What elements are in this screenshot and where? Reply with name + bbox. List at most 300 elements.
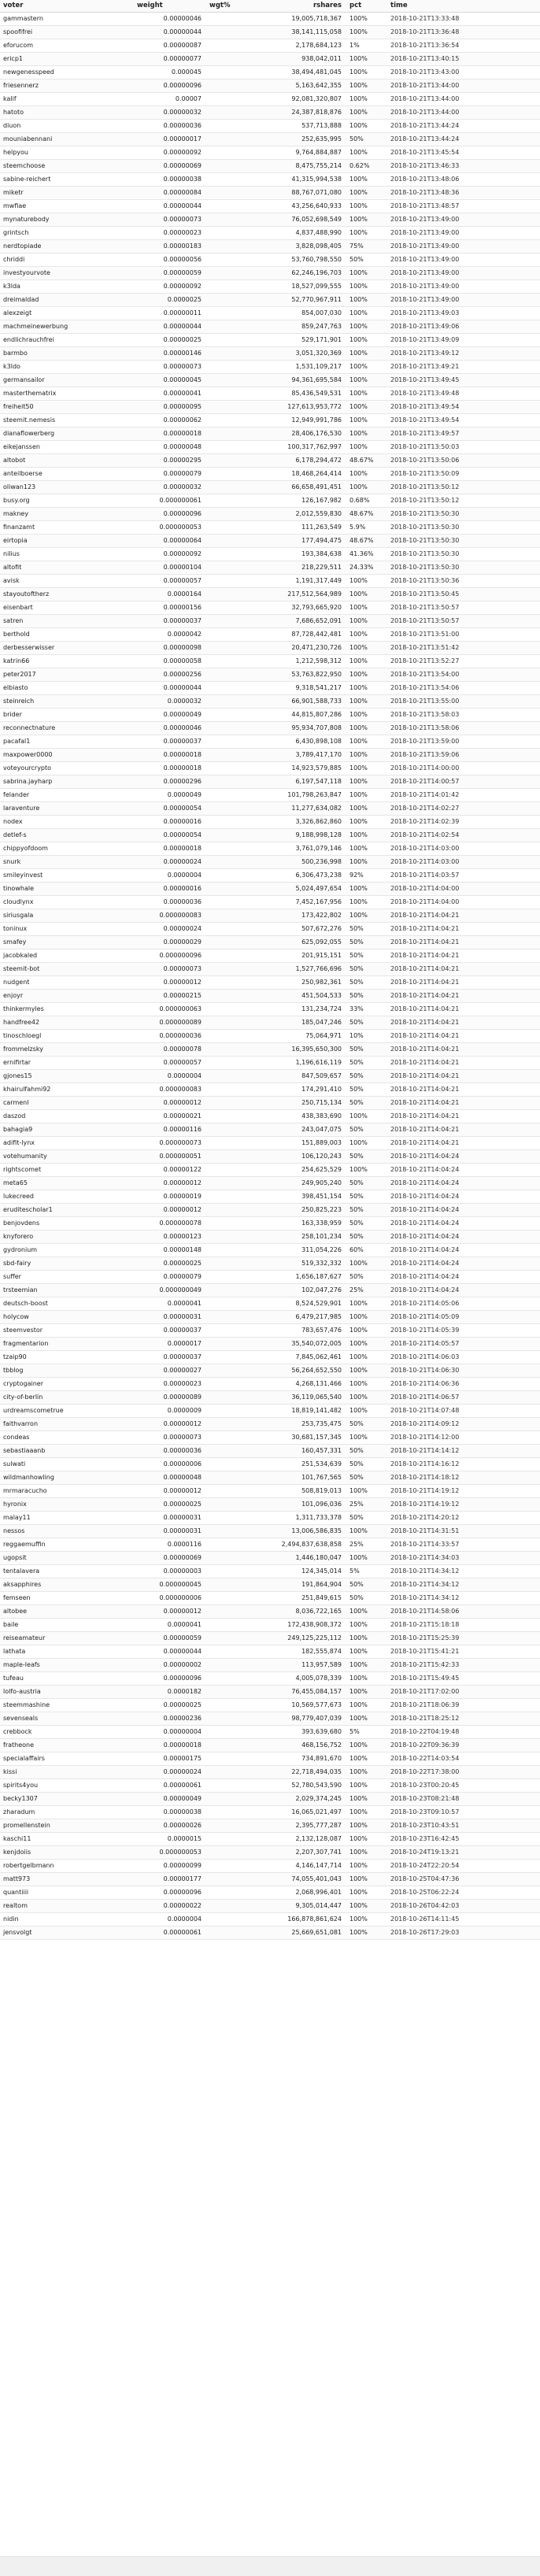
pct-cell: 50% (346, 1123, 387, 1137)
voter-cell[interactable]: knyforero (0, 1231, 134, 1244)
voter-cell[interactable]: adifit-lynx (0, 1137, 134, 1150)
voter-cell[interactable]: reggaemuffin (0, 1538, 134, 1552)
table-row (0, 789, 540, 802)
voter-cell[interactable]: steemit-bot (0, 963, 134, 976)
rshares-cell: 2,494,837,638,858 (252, 1538, 346, 1552)
voter-cell[interactable]: helpyou (0, 146, 134, 160)
pct-cell: 100% (346, 1645, 387, 1659)
voter-cell[interactable]: jensvolgt (0, 1926, 134, 1940)
table-row (0, 1364, 540, 1378)
voter-cell[interactable]: suffer (0, 1271, 134, 1284)
voter-cell[interactable]: matt973 (0, 1873, 134, 1886)
voter-cell[interactable]: stayoutoftherz (0, 588, 134, 601)
time-cell: 2018-10-21T14:12:00 (387, 1431, 540, 1445)
voter-cell[interactable]: investyourvote (0, 267, 134, 280)
voter-cell[interactable]: kenjdoiis (0, 1846, 134, 1860)
voter-cell[interactable]: katrin66 (0, 655, 134, 668)
voter-cell[interactable]: mrmaracucho (0, 1485, 134, 1498)
table-row (0, 1070, 540, 1083)
wgt-percent-cell (206, 1833, 252, 1846)
wgt-percent-cell (206, 615, 252, 628)
voter-cell[interactable]: hatoto (0, 106, 134, 120)
table-row (0, 735, 540, 749)
weight-cell: 0.0000025 (134, 294, 206, 307)
pct-cell: 50% (346, 1083, 387, 1097)
table-row (0, 307, 540, 320)
voter-cell[interactable]: becky1307 (0, 1793, 134, 1806)
pct-cell: 50% (346, 1471, 387, 1485)
voter-cell[interactable]: freiheit50 (0, 401, 134, 414)
voter-cell[interactable]: promellenstein (0, 1819, 134, 1833)
voter-cell[interactable]: specialaffairs (0, 1752, 134, 1766)
voter-cell[interactable]: detlef-s (0, 829, 134, 842)
voter-cell[interactable]: miketr (0, 187, 134, 200)
time-cell: 2018-10-21T13:46:33 (387, 160, 540, 173)
wgt-percent-cell (206, 869, 252, 883)
weight-cell: 0.00000036 (134, 120, 206, 133)
rshares-cell: 508,819,013 (252, 1485, 346, 1498)
table-row (0, 1177, 540, 1190)
rshares-cell: 734,891,670 (252, 1752, 346, 1766)
voter-cell[interactable]: cryptogainer (0, 1378, 134, 1391)
voter-cell[interactable]: carmenl (0, 1097, 134, 1110)
voter-cell[interactable]: spirits4you (0, 1779, 134, 1793)
wgt-percent-cell (206, 762, 252, 775)
rshares-cell: 1,656,187,627 (252, 1271, 346, 1284)
rshares-cell: 252,635,995 (252, 133, 346, 146)
voter-cell[interactable]: siriusgala (0, 909, 134, 923)
voter-cell[interactable]: lukecreed (0, 1190, 134, 1204)
pct-cell: 100% (346, 1619, 387, 1632)
pct-cell: 100% (346, 1137, 387, 1150)
voter-cell[interactable]: eruditescholar1 (0, 1204, 134, 1217)
pct-column-header[interactable]: pct (346, 0, 387, 13)
voter-cell[interactable]: felander (0, 789, 134, 802)
voter-cell[interactable]: chippyofdoom (0, 842, 134, 856)
voter-cell[interactable]: sulwati (0, 1458, 134, 1471)
weight-cell: 0.00000018 (134, 762, 206, 775)
voter-cell[interactable]: germansailor (0, 374, 134, 387)
voter-cell[interactable]: thinkermyles (0, 1003, 134, 1016)
voter-cell[interactable]: fratheone (0, 1739, 134, 1752)
weight-cell: 0.0000004 (134, 1913, 206, 1926)
pct-cell: 100% (346, 829, 387, 842)
voter-cell[interactable]: k3ldo (0, 361, 134, 374)
rshares-cell: 174,291,410 (252, 1083, 346, 1097)
time-cell: 2018-10-21T13:51:42 (387, 642, 540, 655)
rshares-cell: 53,760,798,550 (252, 254, 346, 267)
weight-cell: 0.00000012 (134, 1418, 206, 1431)
voter-cell[interactable]: eisenbart (0, 601, 134, 615)
weight-cell: 0.00000064 (134, 535, 206, 548)
voter-cell[interactable]: endlichrauchfrei (0, 334, 134, 347)
table-row (0, 1391, 540, 1405)
weight-cell: 0.00000073 (134, 963, 206, 976)
table-row (0, 1793, 540, 1806)
wgt-percent-cell (206, 1579, 252, 1592)
wgt-percent-cell (206, 896, 252, 909)
time-cell: 2018-10-21T14:04:21 (387, 1110, 540, 1123)
table-row (0, 1686, 540, 1699)
table-row (0, 213, 540, 227)
voter-cell[interactable]: steemmashine (0, 1699, 134, 1712)
voter-cell[interactable]: nessos (0, 1525, 134, 1538)
rshares-column-header[interactable]: rshares (252, 0, 346, 13)
time-column-header[interactable]: time (387, 0, 540, 13)
wgt-percent-cell (206, 1900, 252, 1913)
rshares-cell: 74,055,401,043 (252, 1873, 346, 1886)
voter-cell[interactable]: holycow (0, 1311, 134, 1324)
voter-cell[interactable]: enjoyr (0, 990, 134, 1003)
voter-cell[interactable]: tentalavera (0, 1565, 134, 1579)
voter-cell[interactable]: faithvarron (0, 1418, 134, 1431)
pct-cell: 100% (346, 468, 387, 481)
voter-cell[interactable]: benjovdens (0, 1217, 134, 1231)
voter-cell[interactable]: deutsch-boost (0, 1297, 134, 1311)
voter-cell[interactable]: gammastern (0, 13, 134, 26)
pct-cell: 100% (346, 1378, 387, 1391)
table-row (0, 120, 540, 133)
pct-cell: 100% (346, 668, 387, 682)
rshares-cell: 7,452,167,956 (252, 896, 346, 909)
wgt-percent-cell (206, 1217, 252, 1231)
voter-cell[interactable]: reconnectnature (0, 722, 134, 735)
voter-cell[interactable]: trsteemian (0, 1284, 134, 1297)
voter-cell[interactable]: sabine-reichert (0, 173, 134, 187)
pct-cell: 100% (346, 856, 387, 869)
table-row (0, 1431, 540, 1445)
rshares-cell: 2,395,777,287 (252, 1819, 346, 1833)
rshares-cell: 1,191,317,449 (252, 575, 346, 588)
voter-cell[interactable]: tzaip90 (0, 1351, 134, 1364)
voter-cell[interactable]: friesennerz (0, 80, 134, 93)
time-cell: 2018-10-21T13:50:36 (387, 575, 540, 588)
voter-cell[interactable]: city-of-berlin (0, 1391, 134, 1405)
voter-cell[interactable]: realtom (0, 1900, 134, 1913)
voter-cell[interactable]: nidin (0, 1913, 134, 1926)
time-cell: 2018-10-21T13:33:48 (387, 13, 540, 26)
pct-cell: 100% (346, 13, 387, 26)
table-row (0, 561, 540, 575)
pct-cell: 100% (346, 320, 387, 334)
voter-cell[interactable]: makney (0, 508, 134, 521)
table-row (0, 106, 540, 120)
rshares-cell: 10,569,577,673 (252, 1699, 346, 1712)
voter-cell[interactable]: mouniabennani (0, 133, 134, 146)
weight-cell: 0.00000031 (134, 1512, 206, 1525)
voter-cell[interactable]: eikejanssen (0, 441, 134, 454)
voter-cell[interactable]: malay11 (0, 1512, 134, 1525)
voter-cell[interactable]: steemvestor (0, 1324, 134, 1338)
voter-cell[interactable]: finanzamt (0, 521, 134, 535)
time-cell: 2018-10-21T14:04:24 (387, 1190, 540, 1204)
weight-cell: 0.00000019 (134, 1190, 206, 1204)
voter-cell[interactable]: nerdtopiade (0, 240, 134, 254)
weight-cell: 0.00000073 (134, 1431, 206, 1445)
time-cell: 2018-10-21T14:04:24 (387, 1271, 540, 1284)
rshares-cell: 127,613,953,772 (252, 401, 346, 414)
voter-cell[interactable]: lathata (0, 1645, 134, 1659)
table-row (0, 1712, 540, 1726)
time-cell: 2018-10-21T13:44:24 (387, 133, 540, 146)
voter-cell[interactable]: avisk (0, 575, 134, 588)
voter-cell[interactable]: nudgent (0, 976, 134, 990)
time-cell: 2018-10-21T14:04:24 (387, 1177, 540, 1190)
voter-cell[interactable]: eforucom (0, 39, 134, 53)
voter-cell[interactable]: oliwan123 (0, 481, 134, 494)
wgt-percent-cell (206, 682, 252, 695)
weight-cell: 0.00000084 (134, 187, 206, 200)
weight-cell: 0.00000044 (134, 682, 206, 695)
rshares-cell: 8,475,755,214 (252, 160, 346, 173)
time-cell: 2018-10-26T04:42:03 (387, 1900, 540, 1913)
voter-cell[interactable]: anteilboerse (0, 468, 134, 481)
voter-cell[interactable]: bahagia9 (0, 1123, 134, 1137)
voter-cell[interactable]: lolfo-austria (0, 1686, 134, 1699)
time-cell: 2018-10-21T14:04:00 (387, 883, 540, 896)
voter-cell[interactable]: dreimaldad (0, 294, 134, 307)
voter-cell[interactable]: nodex (0, 816, 134, 829)
voter-cell[interactable]: snurk (0, 856, 134, 869)
wgt-percent-cell (206, 1083, 252, 1097)
voter-cell[interactable]: urdreamscometrue (0, 1405, 134, 1418)
pct-cell: 100% (346, 374, 387, 387)
voter-cell[interactable]: rightscomet (0, 1164, 134, 1177)
voter-cell[interactable]: robertgelbmann (0, 1860, 134, 1873)
wgt-percent-cell (206, 1512, 252, 1525)
voter-cell[interactable]: ericp1 (0, 53, 134, 66)
voter-cell[interactable]: peter2017 (0, 668, 134, 682)
voter-cell[interactable]: hyronix (0, 1498, 134, 1512)
voter-column-header[interactable]: voter (0, 0, 134, 13)
pct-cell: 100% (346, 387, 387, 401)
voter-cell[interactable]: diuon (0, 120, 134, 133)
table-row (0, 1030, 540, 1043)
rshares-cell: 14,923,579,885 (252, 762, 346, 775)
time-cell: 2018-10-21T14:02:54 (387, 829, 540, 842)
voter-cell[interactable]: zharadum (0, 1806, 134, 1819)
voter-cell[interactable]: aksapphires (0, 1579, 134, 1592)
voter-cell[interactable]: barmbo (0, 347, 134, 361)
voter-cell[interactable]: toninux (0, 923, 134, 936)
wgt-percent-cell (206, 307, 252, 320)
voter-cell[interactable]: tinoschloegl (0, 1030, 134, 1043)
table-row (0, 334, 540, 347)
pct-cell: 48.67% (346, 454, 387, 468)
voter-cell[interactable]: altofit (0, 561, 134, 575)
voter-cell[interactable]: masterthematrix (0, 387, 134, 401)
voter-cell[interactable]: steinreich (0, 695, 134, 709)
wgt-percent-cell (206, 1043, 252, 1057)
voter-cell[interactable]: daszod (0, 1110, 134, 1123)
time-cell: 2018-10-21T13:49:00 (387, 267, 540, 280)
voter-cell[interactable]: maxpower0000 (0, 749, 134, 762)
voter-cell[interactable]: eirtopia (0, 535, 134, 548)
pct-cell: 100% (346, 1779, 387, 1793)
time-cell: 2018-10-24T22:20:54 (387, 1860, 540, 1873)
pct-cell: 100% (346, 441, 387, 454)
voter-cell[interactable]: machmeinewerbung (0, 320, 134, 334)
voter-cell[interactable]: berthold (0, 628, 134, 642)
voter-cell[interactable]: newgenesspeed (0, 66, 134, 80)
voter-cell[interactable]: altobot (0, 454, 134, 468)
rshares-cell: 8,524,529,901 (252, 1297, 346, 1311)
voter-cell[interactable]: brider (0, 709, 134, 722)
voter-cell[interactable]: votehumanity (0, 1150, 134, 1164)
weight-cell: 0.00000087 (134, 39, 206, 53)
voter-cell[interactable]: derbesserwisser (0, 642, 134, 655)
time-cell: 2018-10-21T13:49:06 (387, 320, 540, 334)
voter-cell[interactable]: frommelzsky (0, 1043, 134, 1057)
table-row (0, 1498, 540, 1512)
time-cell: 2018-10-21T13:50:30 (387, 535, 540, 548)
voter-cell[interactable]: tinowhale (0, 883, 134, 896)
weight-cell: 0.00000096 (134, 80, 206, 93)
pct-cell: 0.62% (346, 160, 387, 173)
voter-cell[interactable]: smafey (0, 936, 134, 949)
pct-cell: 50% (346, 1512, 387, 1525)
wgt-percent-cell (206, 1123, 252, 1137)
pct-cell: 0.68% (346, 494, 387, 508)
rshares-cell: 5,024,497,654 (252, 883, 346, 896)
voter-cell[interactable]: steemit.nemesis (0, 414, 134, 427)
voter-cell[interactable]: altobee (0, 1605, 134, 1619)
pct-cell: 100% (346, 1324, 387, 1338)
voter-cell[interactable]: smileyinvest (0, 869, 134, 883)
voter-cell[interactable]: spoofifrei (0, 26, 134, 39)
table-row (0, 896, 540, 909)
voter-cell[interactable]: ernifirtar (0, 1057, 134, 1070)
voter-cell[interactable]: maple-leafs (0, 1659, 134, 1672)
rshares-cell: 12,949,991,786 (252, 414, 346, 427)
voter-cell[interactable]: kalif (0, 93, 134, 106)
wgt-percent-cell (206, 361, 252, 374)
voter-cell[interactable]: quantiiii (0, 1886, 134, 1900)
voter-cell[interactable]: gjones15 (0, 1070, 134, 1083)
voter-cell[interactable]: cloudlynx (0, 896, 134, 909)
voter-cell[interactable]: chriddi (0, 254, 134, 267)
rshares-cell: 398,451,154 (252, 1190, 346, 1204)
rshares-cell: 8,036,722,165 (252, 1605, 346, 1619)
pct-cell: 100% (346, 1552, 387, 1565)
voter-cell[interactable]: baile (0, 1619, 134, 1632)
voter-cell[interactable]: jacobkaled (0, 949, 134, 963)
wgt-percent-column-header[interactable]: wgt% (206, 0, 252, 13)
wgt-percent-cell (206, 1819, 252, 1833)
rshares-cell: 30,681,157,345 (252, 1431, 346, 1445)
weight-cell: 0.00000025 (134, 1257, 206, 1271)
voter-cell[interactable]: kissi (0, 1766, 134, 1779)
table-row (0, 1766, 540, 1779)
time-cell: 2018-10-21T14:06:03 (387, 1351, 540, 1364)
voter-cell[interactable]: meta65 (0, 1177, 134, 1190)
wgt-percent-cell (206, 829, 252, 842)
voter-cell[interactable]: nilius (0, 548, 134, 561)
table-row (0, 468, 540, 481)
voter-cell[interactable]: sabrina.jayharp (0, 775, 134, 789)
weight-cell: 0.00000049 (134, 1793, 206, 1806)
voter-cell[interactable]: sevenseals (0, 1712, 134, 1726)
voter-cell[interactable]: femseen (0, 1592, 134, 1605)
rshares-cell: 102,047,276 (252, 1284, 346, 1297)
weight-cell: 0.00000116 (134, 1123, 206, 1137)
wgt-percent-cell (206, 240, 252, 254)
time-cell: 2018-10-21T14:04:24 (387, 1204, 540, 1217)
rshares-cell: 500,236,998 (252, 856, 346, 869)
voter-cell[interactable]: busy.org (0, 494, 134, 508)
voter-cell[interactable]: fragmentarion (0, 1338, 134, 1351)
voter-cell[interactable]: sebastiaaanb (0, 1445, 134, 1458)
voter-cell[interactable]: mwfiae (0, 200, 134, 213)
wgt-percent-cell (206, 1030, 252, 1043)
weight-cell: 0.00000025 (134, 1498, 206, 1512)
pct-cell: 100% (346, 334, 387, 347)
voter-cell[interactable]: dianaflowerberg (0, 427, 134, 441)
table-row (0, 1739, 540, 1752)
voter-cell[interactable]: elbiasto (0, 682, 134, 695)
wgt-percent-cell (206, 1659, 252, 1672)
rshares-cell: 393,639,680 (252, 1726, 346, 1739)
voter-cell[interactable]: reiseamateur (0, 1632, 134, 1645)
wgt-percent-cell (206, 668, 252, 682)
voter-cell[interactable]: laraventure (0, 802, 134, 816)
rshares-cell: 106,120,243 (252, 1150, 346, 1164)
rshares-cell: 529,171,901 (252, 334, 346, 347)
wgt-percent-cell (206, 1686, 252, 1699)
voter-cell[interactable]: sbd-fairy (0, 1257, 134, 1271)
voter-cell[interactable]: kaschi11 (0, 1833, 134, 1846)
time-cell: 2018-10-21T14:07:48 (387, 1405, 540, 1418)
wgt-percent-cell (206, 120, 252, 133)
voter-cell[interactable]: mynaturebody (0, 213, 134, 227)
pct-cell: 50% (346, 1445, 387, 1458)
weight-cell: 0.0000041 (134, 1619, 206, 1632)
table-row (0, 133, 540, 146)
pct-cell: 100% (346, 1806, 387, 1819)
voter-cell[interactable]: khairulfahmi92 (0, 1083, 134, 1097)
table-row (0, 1257, 540, 1271)
voter-cell[interactable]: gydronium (0, 1244, 134, 1257)
voter-cell[interactable]: voteyourcrypto (0, 762, 134, 775)
weight-column-header[interactable]: weight (134, 0, 206, 13)
voter-cell[interactable]: satren (0, 615, 134, 628)
weight-cell: 0.00000061 (134, 1779, 206, 1793)
table-row (0, 856, 540, 869)
time-cell: 2018-10-24T19:13:21 (387, 1846, 540, 1860)
wgt-percent-cell (206, 842, 252, 856)
weight-cell: 0.00000095 (134, 401, 206, 414)
weight-cell: 0.000000006 (134, 1592, 206, 1605)
voter-cell[interactable]: ugopsit (0, 1552, 134, 1565)
voter-cell[interactable]: wildmanhowling (0, 1471, 134, 1485)
voter-cell[interactable]: tufeau (0, 1672, 134, 1686)
voter-cell[interactable]: steemchoose (0, 160, 134, 173)
wgt-percent-cell (206, 1485, 252, 1498)
wgt-percent-cell (206, 468, 252, 481)
rshares-cell: 2,132,128,087 (252, 1833, 346, 1846)
voter-cell[interactable]: k3lda (0, 280, 134, 294)
voter-cell[interactable]: pacafal1 (0, 735, 134, 749)
voter-cell[interactable]: tbblog (0, 1364, 134, 1378)
voter-cell[interactable]: handfree42 (0, 1016, 134, 1030)
rshares-cell: 182,555,874 (252, 1645, 346, 1659)
rshares-cell: 52,780,543,590 (252, 1779, 346, 1793)
voter-cell[interactable]: grintsch (0, 227, 134, 240)
time-cell: 2018-10-21T13:50:09 (387, 468, 540, 481)
voter-cell[interactable]: alexzeigt (0, 307, 134, 320)
voter-cell[interactable]: condeas (0, 1431, 134, 1445)
voter-cell[interactable]: crebbock (0, 1726, 134, 1739)
